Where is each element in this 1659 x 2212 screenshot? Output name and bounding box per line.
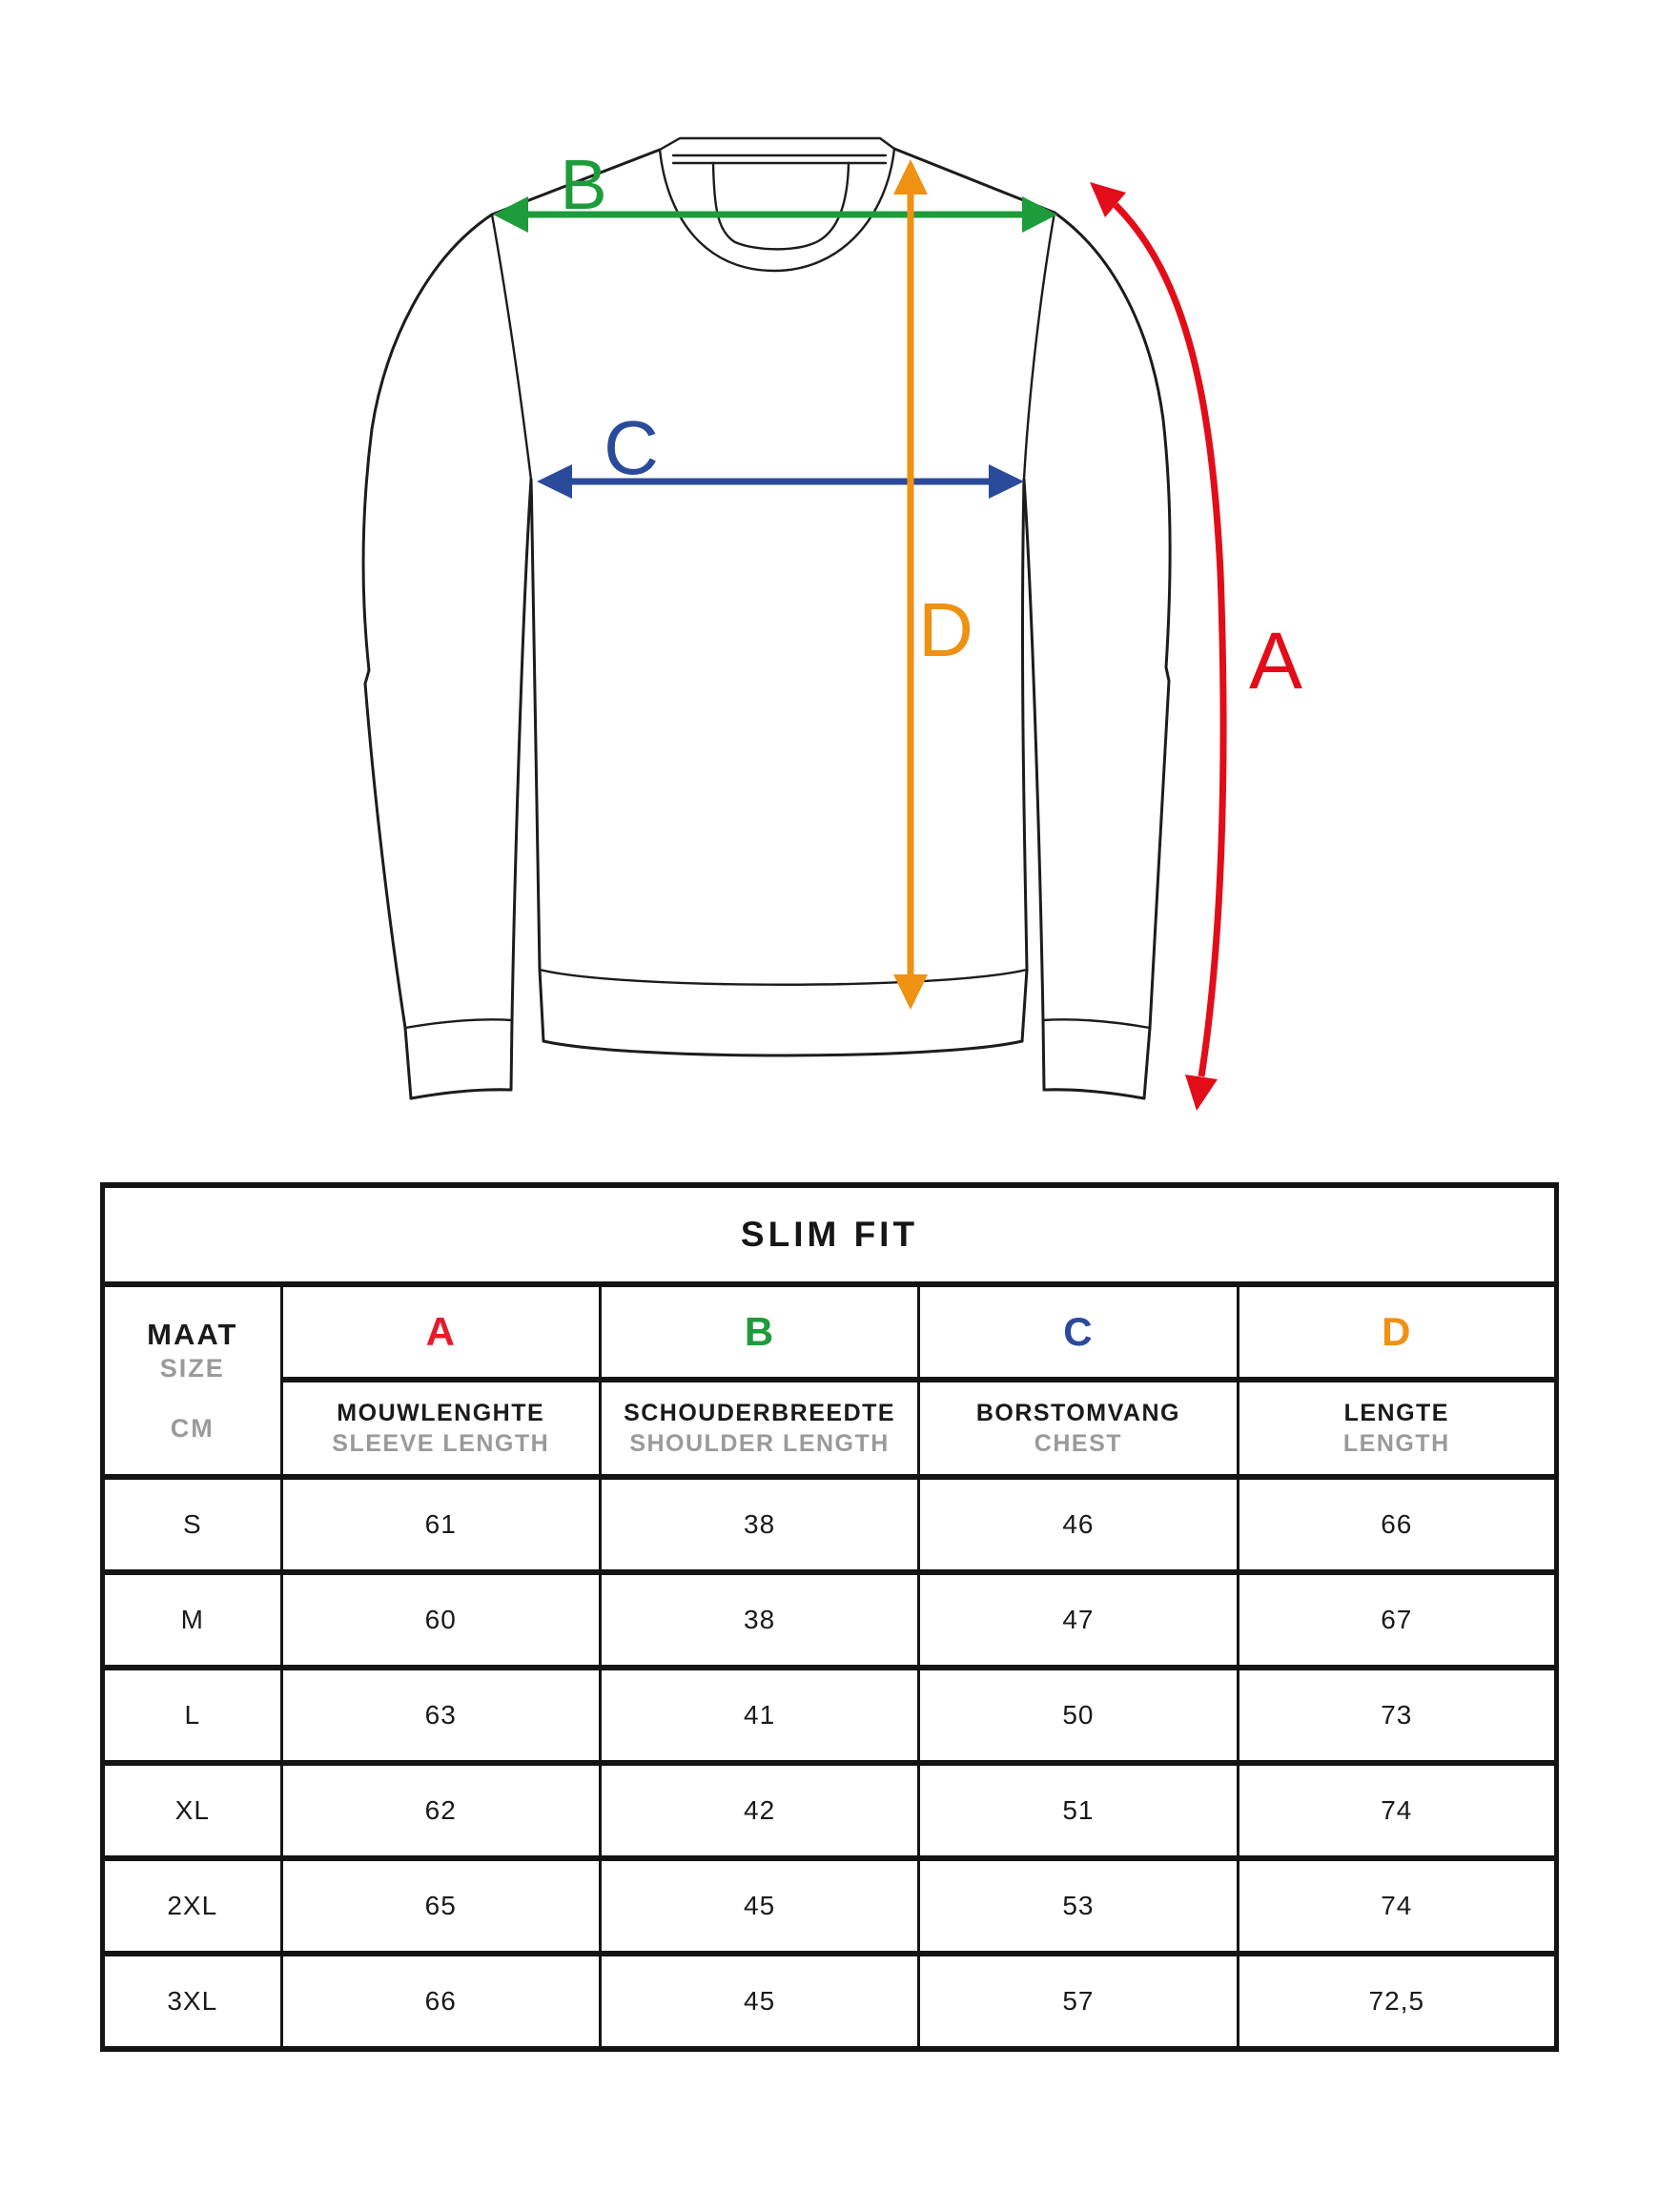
letters-header-row — [103, 1284, 1557, 1380]
measure-value: 61 — [281, 1477, 600, 1572]
collar — [660, 138, 894, 271]
torso — [531, 480, 1027, 1055]
cm-label: CM — [170, 1414, 215, 1443]
size-header-cell — [103, 1284, 282, 1477]
measure-value: 53 — [919, 1858, 1238, 1954]
column-name-a: MOUWLENGHTE SLEEVE LENGTH — [281, 1380, 600, 1477]
column-letter-a: A — [281, 1284, 600, 1380]
size-label: SIZE — [159, 1354, 225, 1382]
column-names-row — [103, 1380, 1557, 1477]
measure-value: 45 — [600, 1954, 918, 2049]
arrow-down-icon — [893, 974, 928, 1010]
measure-value: 72,5 — [1238, 1954, 1556, 2049]
arrow-right-icon — [989, 464, 1024, 499]
measure-value: 60 — [281, 1572, 600, 1668]
measure-value: 38 — [600, 1477, 918, 1572]
table-row — [103, 1954, 1557, 2049]
measure-value: 73 — [1238, 1668, 1556, 1763]
arrow-left-icon — [537, 464, 572, 499]
label-a: A — [1248, 616, 1303, 706]
measure-value: 50 — [919, 1668, 1238, 1763]
measure-value: 65 — [281, 1858, 600, 1954]
measure-value: 63 — [281, 1668, 600, 1763]
table-row — [103, 1763, 1557, 1858]
column-name-b: SCHOUDERBREEDTE SHOULDER LENGTH — [600, 1380, 918, 1477]
right-sleeve — [1024, 213, 1170, 1098]
sweater-technical-drawing — [363, 138, 1170, 1098]
shoulder-width-arrow — [493, 145, 1057, 233]
fit-title: SLIM FIT — [103, 1185, 1557, 1284]
measure-value: 45 — [600, 1858, 918, 1954]
size-value: L — [103, 1668, 282, 1763]
column-name-d: LENGTE LENGTH — [1238, 1380, 1556, 1477]
measure-value: 67 — [1238, 1572, 1556, 1668]
measure-value: 66 — [1238, 1477, 1556, 1572]
table-row — [103, 1572, 1557, 1668]
size-value: 2XL — [103, 1858, 282, 1954]
measure-value: 47 — [919, 1572, 1238, 1668]
column-letter-b: B — [600, 1284, 918, 1380]
measure-value: 66 — [281, 1954, 600, 2049]
measure-value: 38 — [600, 1572, 918, 1668]
arrow-up-icon — [893, 159, 928, 195]
left-armhole-seam — [492, 215, 531, 480]
maat-label: MAAT — [147, 1318, 238, 1351]
left-sleeve — [363, 215, 531, 1098]
column-letter-c: C — [919, 1284, 1238, 1380]
label-d: D — [918, 587, 973, 672]
column-name-c: BORSTOMVANG CHEST — [919, 1380, 1238, 1477]
column-letter-d: D — [1238, 1284, 1556, 1380]
measure-value: 41 — [600, 1668, 918, 1763]
measure-value: 74 — [1238, 1858, 1556, 1954]
size-value: XL — [103, 1763, 282, 1858]
body-length-arrow — [893, 159, 973, 1010]
right-armhole-seam — [1024, 213, 1055, 480]
size-value: 3XL — [103, 1954, 282, 2049]
table-row — [103, 1477, 1557, 1572]
measure-value: 46 — [919, 1477, 1238, 1572]
arrow-down-icon — [1185, 1075, 1218, 1111]
measure-value: 74 — [1238, 1763, 1556, 1858]
size-table — [100, 1182, 1559, 2052]
measure-value: 42 — [600, 1763, 918, 1858]
label-c: C — [604, 405, 659, 490]
measure-value: 51 — [919, 1763, 1238, 1858]
label-b: B — [560, 145, 607, 224]
measure-value: 62 — [281, 1763, 600, 1858]
chest-width-arrow — [537, 405, 1024, 499]
size-table-section — [100, 1182, 1559, 2052]
arrow-left-icon — [493, 196, 528, 233]
table-row — [103, 1668, 1557, 1763]
sleeve-length-arrow — [1090, 182, 1302, 1111]
measure-value: 57 — [919, 1954, 1238, 2049]
table-title-row — [103, 1185, 1557, 1284]
table-row — [103, 1858, 1557, 1954]
size-value: M — [103, 1572, 282, 1668]
size-value: S — [103, 1477, 282, 1572]
